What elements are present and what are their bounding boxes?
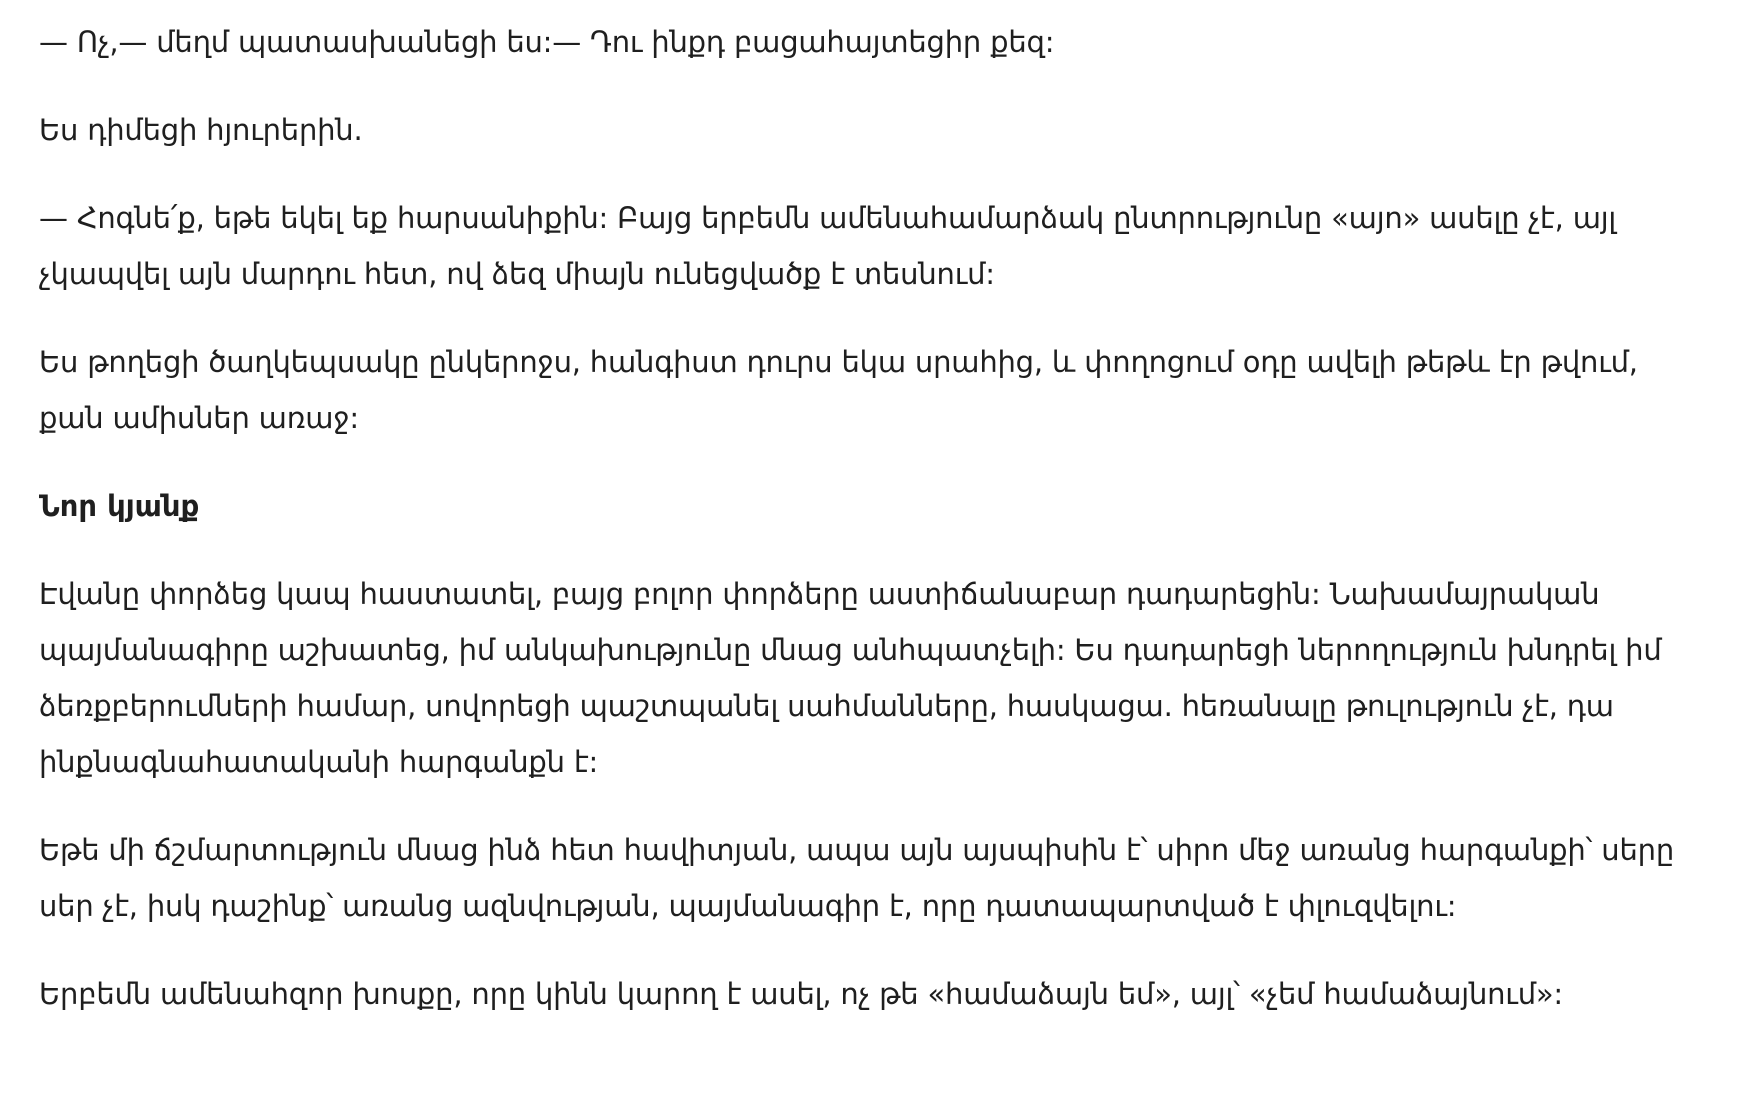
paragraph-truth: Եթե մի ճշմարտություն մնաց ինձ հետ հավիտյան, ապա այն այսպիսին է՝ սիրո մեջ առանց հարգանքի՝ սերը սեր չէ, իսկ դաշինք՝ առանց ազնվության, պայմանագիր է, որը դատապարտված է փլուզվելու: bbox=[39, 833, 1674, 923]
paragraph-speech: — Հոգնե՛ք, եթե եկել եք հարսանիքին: Բայց երբեմն ամենահամարձակ ընտրությունը «այո» ասելը չէ, այլ չկապվել այն մարդու հետ, ով ձեզ միայն ունեցվածք է տեսնում: bbox=[39, 201, 1617, 291]
paragraph-turn-to-guests: Ես դիմեցի հյուրերին. bbox=[39, 113, 363, 147]
section-heading: Նոր կյանք bbox=[39, 489, 200, 523]
paragraph-closing: Երբեմն ամենահզոր խոսքը, որը կինն կարող է ասել, ոչ թե «համաձայն եմ», այլ՝ «չեմ համաձայնում»: bbox=[39, 977, 1563, 1011]
document-body bbox=[39, 14, 1679, 1054]
paragraph-leaving: Ես թողեցի ծաղկեպսակը ընկերոջս, հանգիստ դուրս եկա սրահից, և փողոցում օդը ավելի թեթև էր թվում, քան ամիսներ առաջ: bbox=[39, 345, 1638, 435]
paragraph-reply: — Ոչ,— մեղմ պատասխանեցի ես:— Դու ինքդ բացահայտեցիր քեզ: bbox=[39, 25, 1055, 59]
paragraph-new-life: Էվանը փորձեց կապ հաստատել, բայց բոլոր փորձերը աստիճանաբար դադարեցին: Նախամայրական պայմանագիրը աշխատեց, իմ անկախությունը մնաց անհպատչելի: Ես դադարեցի ներողություն խնդրել իմ ձեռքբերումների համար, սովորեցի պաշտպանել սահմանները, հասկացա. հեռանալը թուլություն չէ, դա ինքնագնահատականի հարգանքն է: bbox=[39, 577, 1662, 779]
